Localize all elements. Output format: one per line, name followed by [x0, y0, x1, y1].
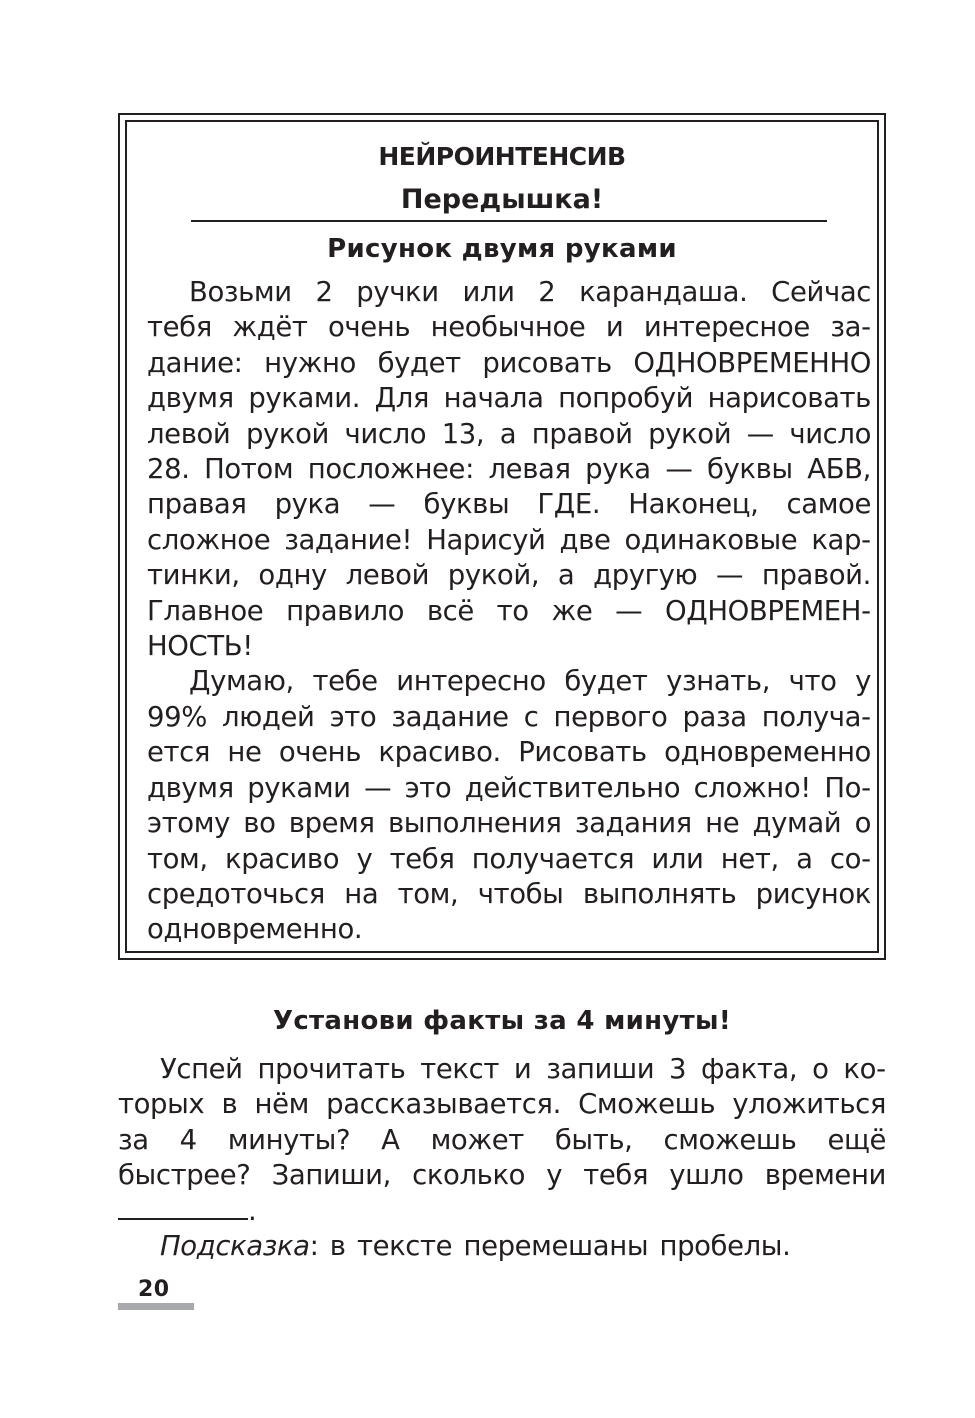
page-number: 20 [138, 1277, 170, 1302]
box-subtitle: Передышка! [400, 184, 604, 215]
time-answer-blank[interactable] [118, 1196, 248, 1220]
facts-instructions-text: Успей прочитать текст и запиши 3 факта, о которых в нём рассказывается. Сможешь уложиться за 4 минуты? А может быть, сможешь ещё быстрее? Запиши, сколько у тебя ушло времени [118, 1053, 886, 1192]
page-number-bar [118, 1303, 194, 1310]
title-divider [191, 220, 827, 222]
box-title: НЕЙРОИНТЕНСИВ [378, 142, 626, 171]
exercise-title: Рисунок двумя руками [327, 234, 677, 264]
exercise-paragraph-1: Возьми 2 ручки или 2 карандаша. Сейчас тебя ждёт очень необычное и интересное задание: нужно будет рисовать ОДНОВРЕМЕННО двумя руками. Для начала попробуй нарисовать левой рукой число 13, а правой рукой — число 28. Потом посложнее: левая рука — буквы АБВ, правая рука — буквы ГДЕ. Наконец, самое сложное задание! Нарисуй две одинаковые картинки, одну левой рукой, а другую — правой. Главное правило всё то же — ОДНОВРЕМЕННОСТЬ! [147, 276, 871, 663]
hint-label: Подсказка [160, 1230, 310, 1263]
facts-instructions [118, 1052, 886, 1229]
hint-text: : в тексте перемешаны пробелы. [309, 1230, 791, 1263]
facts-hint [118, 1229, 886, 1264]
facts-instructions-end: . [248, 1194, 257, 1227]
facts-section-title: Установи факты за 4 минуты! [272, 1006, 731, 1036]
facts-section-text [118, 1052, 886, 1264]
neurointensive-box [118, 113, 886, 960]
neurointensive-box-inner [125, 120, 879, 953]
exercise-paragraph-2: Думаю, тебе интересно будет узнать, что у 99% людей это задание с первого раза получается не очень красиво. Рисовать одновременно двумя руками — это действительно сложно! Поэтому во время выполнения задания не думай о том, красиво у тебя получается или нет, а сосредоточься на том, чтобы выполнять рисунок одновременно. [147, 665, 871, 946]
exercise-text [147, 275, 871, 948]
